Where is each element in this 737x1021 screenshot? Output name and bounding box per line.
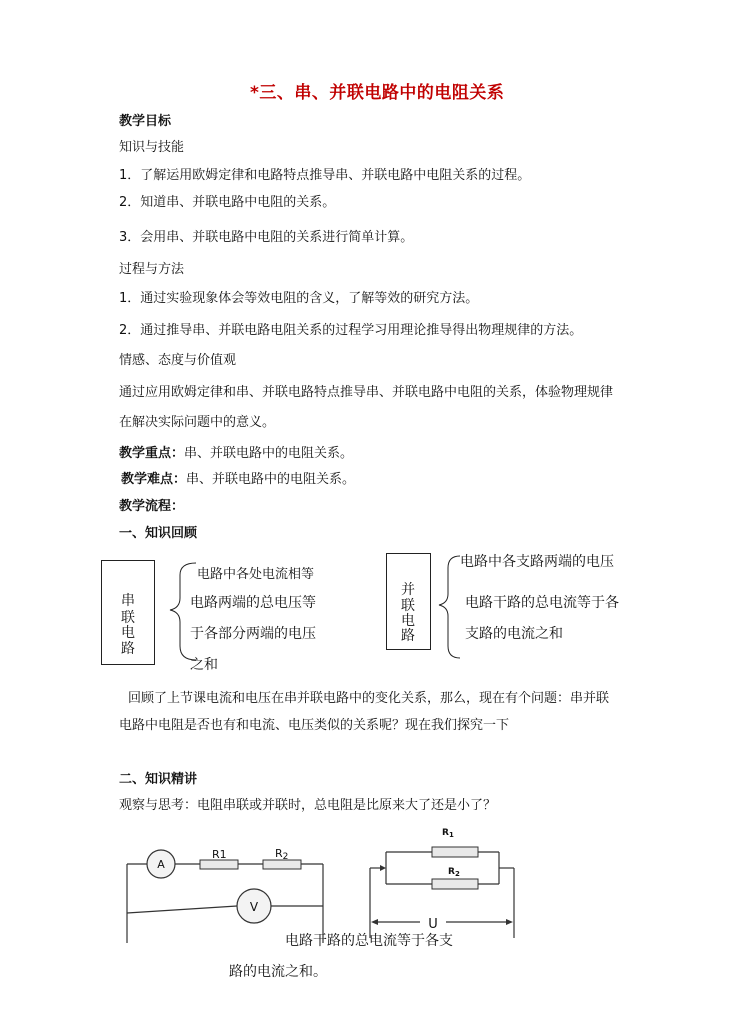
- series-rule-voltage-3: 之和: [190, 657, 218, 673]
- difficulty-label: 教学难点：: [121, 472, 187, 487]
- parallel-r1-letter: R: [442, 828, 449, 838]
- series-char-1: 串: [121, 593, 135, 609]
- attitude-line-2: 在解决实际问题中的意义。: [119, 415, 276, 430]
- series-char-4: 路: [121, 641, 135, 657]
- resistor-r2-parallel: [432, 879, 478, 889]
- attitude-heading: 情感、态度与价值观: [119, 353, 237, 368]
- series-char-3: 电: [121, 625, 135, 641]
- ammeter-label: A: [157, 858, 165, 871]
- key-point-text: 串、并联电路中的电阻关系。: [184, 446, 354, 461]
- knowledge-item-3: 3．会用串、并联电路中电阻的关系进行简单计算。: [119, 230, 414, 245]
- review-heading: 一、知识回顾: [119, 526, 198, 541]
- parallel-char-4: 路: [401, 628, 415, 644]
- parallel-r1-label: [442, 828, 454, 839]
- parallel-rule-current-1: 电路干路的总电流等于各: [465, 595, 619, 611]
- bottom-line-1: 电路干路的总电流等于各支: [285, 933, 453, 949]
- lecture-heading: 二、知识精讲: [119, 772, 198, 787]
- parallel-r1-subscript: 1: [448, 831, 454, 839]
- review-paragraph-line-2: 电路中电阻是否也有和电流、电压类似的关系呢？现在我们探究一下: [119, 718, 510, 733]
- parallel-r2-label: [448, 867, 460, 878]
- voltage-u-label: U: [428, 917, 438, 932]
- series-char-2: 联: [121, 610, 135, 626]
- knowledge-heading: 知识与技能: [119, 140, 185, 155]
- process-item-2: 2．通过推导串、并联电路电阻关系的过程学习用理论推导得出物理规律的方法。: [119, 323, 583, 338]
- page-title: *三、串、并联电路中的电阻关系: [250, 83, 505, 103]
- knowledge-item-1: 1．了解运用欧姆定律和电路特点推导串、并联电路中电阻关系的过程。: [119, 168, 531, 183]
- r1-label: R1: [212, 848, 227, 861]
- observe-question: 观察与思考：电阻串联或并联时，总电阻是比原来大了还是小了？: [119, 798, 497, 813]
- parallel-char-1: 并: [401, 582, 415, 598]
- r2-subscript: 2: [282, 852, 289, 862]
- parallel-rule-voltage: 电路中各支路两端的电压: [460, 554, 614, 570]
- parallel-char-3: 电: [401, 613, 415, 629]
- goals-heading: 教学目标: [119, 114, 172, 129]
- difficulty-text: 串、并联电路中的电阻关系。: [186, 472, 356, 487]
- parallel-rule-current-2: 支路的电流之和: [465, 626, 563, 642]
- process-heading: 过程与方法: [119, 262, 185, 277]
- series-rule-voltage-2: 于各部分两端的电压: [190, 626, 316, 642]
- r2-letter: R: [275, 847, 283, 860]
- series-rule-current: 电路中各处电流相等: [197, 567, 315, 582]
- key-point-label: 教学重点：: [119, 446, 185, 461]
- parallel-r2-subscript: 2: [454, 870, 460, 878]
- voltmeter-label: V: [249, 900, 259, 914]
- knowledge-item-2: 2．知道串、并联电路中电阻的关系。: [119, 195, 336, 210]
- attitude-line-1: 通过应用欧姆定律和串、并联电路特点推导串、并联电路中电阻的关系，体验物理规律: [119, 385, 614, 400]
- process-item-1: 1．通过实验现象体会等效电阻的含义，了解等效的研究方法。: [119, 291, 479, 306]
- review-paragraph-line-1: 回顾了上节课电流和电压在串并联电路中的变化关系，那么，现在有个问题：串并联: [128, 691, 610, 706]
- bottom-line-2: 路的电流之和。: [229, 964, 327, 980]
- parallel-char-2: 联: [401, 598, 415, 614]
- series-rule-voltage-1: 电路两端的总电压等: [190, 595, 316, 611]
- resistor-r1-parallel: [432, 847, 478, 857]
- flow-heading: 教学流程：: [119, 499, 185, 514]
- parallel-r2-letter: R: [448, 867, 455, 877]
